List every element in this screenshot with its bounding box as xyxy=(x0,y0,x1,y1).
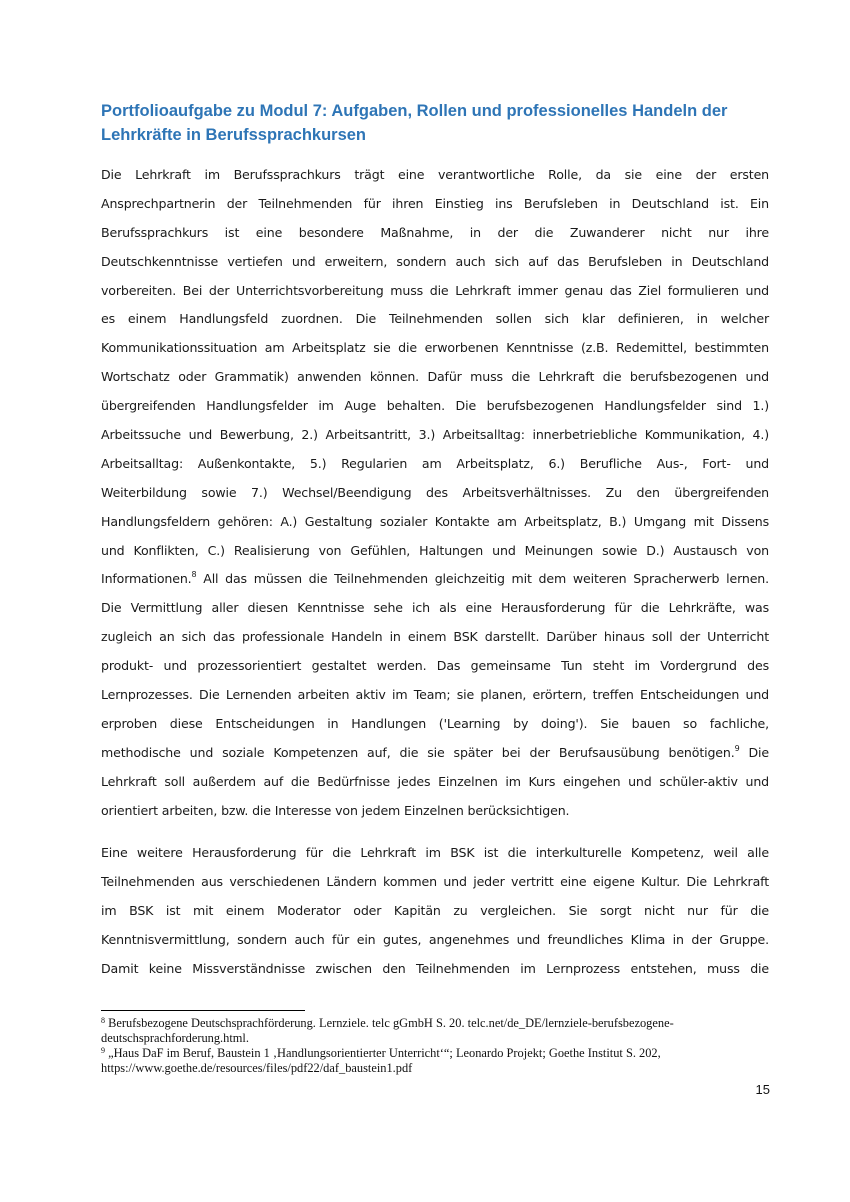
text-line: produkt- und prozessorientiert gestaltet werden. Das gemeinsame Tun steht im Vordergrund des xyxy=(101,658,769,674)
text-line: Eine weitere Herausforderung für die Lehrkraft im BSK ist die interkulturelle Kompetenz, weil alle xyxy=(101,845,769,860)
footnotes xyxy=(101,1016,771,1076)
text-line: zugleich an sich das professionale Handeln in einem BSK darstellt. Darüber hinaus soll der Unterricht xyxy=(101,629,769,645)
footnote-number: 8 xyxy=(101,1016,105,1025)
body-paragraph-1 xyxy=(101,161,769,825)
body-paragraph-2 xyxy=(101,839,769,983)
footnote-8 xyxy=(101,1016,771,1031)
text-line: Arbeitssuche und Bewerbung, 2.) Arbeitsantritt, 3.) Arbeitsalltag: innerbetriebliche Kommunikation, 4.) xyxy=(101,427,769,443)
text-line: Handlungsfeldern gehören: A.) Gestaltung sozialer Kontakte am Arbeitsplatz, B.) Umgang mit Dissens xyxy=(101,513,769,529)
text-segment: methodische und soziale Kompetenzen auf, die sie später bei der Berufsausübung benötigen. xyxy=(101,744,735,760)
text-line: Deutschkenntnisse vertiefen und erweitern, sondern auch sich auf das Berufsleben in Deutschland xyxy=(101,253,769,269)
footnote-9-link[interactable]: https://www.goethe.de/resources/files/pdf22/daf_baustein1.pdf xyxy=(101,1061,413,1075)
text-line: Berufssprachkurs ist eine besondere Maßnahme, in der die Zuwanderer nicht nur ihre xyxy=(101,224,769,240)
text-line: und Konflikten, C.) Realisierung von Gefühlen, Haltungen und Meinungen sowie D.) Austausch von xyxy=(101,542,769,558)
page-number: 15 xyxy=(755,1082,770,1097)
text-line: Die Lehrkraft im Berufssprachkurs trägt eine verantwortliche Rolle, da sie eine der ersten xyxy=(101,167,769,182)
text-line-with-footnote xyxy=(101,565,769,594)
text-line: Ansprechpartnerin der Teilnehmenden für ihren Einstieg ins Berufsleben in Deutschland ist. Ein xyxy=(101,195,769,211)
text-line: im BSK ist mit einem Moderator oder Kapitän zu vergleichen. Sie sorgt nicht nur für die xyxy=(101,902,769,918)
text-line: Damit keine Missverständnisse zwischen den Teilnehmenden im Lernprozess entstehen, muss die xyxy=(101,960,769,976)
text-line: orientiert arbeiten, bzw. die Interesse von jedem Einzelnen berücksichtigen. xyxy=(101,802,570,818)
text-line: Weiterbildung sowie 7.) Wechsel/Beendigung des Arbeitsverhältnisses. Zu den übergreifenden xyxy=(101,484,769,500)
text-segment: All das müssen die Teilnehmenden gleichzeitig mit dem weiteren Spracherwerb lernen. xyxy=(196,571,769,587)
text-line: Wortschatz oder Grammatik) anwenden können. Dafür muss die Lehrkraft die berufsbezogenen und xyxy=(101,369,769,385)
text-line: Teilnehmenden aus verschiedenen Ländern kommen und jeder vertritt eine eigene Kultur. Die Lehrkraft xyxy=(101,873,769,889)
footnote-text: „Haus DaF im Beruf, Baustein 1 ‚Handlungsorientierter Unterricht‘“; Leonardo Projekt; Goethe Institut S. 202, xyxy=(105,1046,661,1060)
heading-line-1: Portfolioaufgabe zu Modul 7: Aufgaben, Rollen und professionelles Handeln der xyxy=(101,102,728,120)
footnote-reference-8[interactable]: 8 xyxy=(191,570,197,580)
text-line: übergreifenden Handlungsfelder im Auge behalten. Die berufsbezogenen Handlungsfelder sind 1.) xyxy=(101,398,769,414)
text-segment: Informationen. xyxy=(101,571,192,587)
text-line: Arbeitsalltag: Außenkontakte, 5.) Regularien am Arbeitsplatz, 6.) Berufliche Aus-, Fort- und xyxy=(101,455,769,471)
text-line-with-footnote xyxy=(101,739,769,768)
footnote-separator xyxy=(101,1010,305,1011)
text-line: Die Vermittlung aller diesen Kenntnisse sehe ich als eine Herausforderung für die Lehrkräfte, was xyxy=(101,600,769,616)
text-line: erproben diese Entscheidungen in Handlungen ('Learning by doing'). Sie bauen so fachliche, xyxy=(101,715,769,731)
text-line: es einem Handlungsfeld zuordnen. Die Teilnehmenden sollen sich klar definieren, in welcher xyxy=(101,311,769,327)
text-line: Lernprozesses. Die Lernenden arbeiten aktiv im Team; sie planen, erörtern, treffen Entscheidungen und xyxy=(101,687,769,703)
footnote-9 xyxy=(101,1046,771,1061)
text-line: Kenntnisvermittlung, sondern auch für ein gutes, angenehmes und freundliches Klima in der Gruppe. xyxy=(101,931,769,947)
footnote-reference-9[interactable]: 9 xyxy=(734,743,740,753)
text-line: vorbereiten. Bei der Unterrichtsvorbereitung muss die Lehrkraft immer genau das Ziel formulieren und xyxy=(101,282,769,298)
text-line: Lehrkraft soll außerdem auf die Bedürfnisse jedes Einzelnen im Kurs eingehen und schüler-aktiv und xyxy=(101,773,769,789)
heading-line-2: Lehrkräfte in Berufssprachkursen xyxy=(101,126,367,144)
text-segment: Die xyxy=(739,744,769,760)
footnote-text: Berufsbezogene Deutschsprachförderung. Lernziele. telc gGmbH S. 20. telc.net/de_DE/lernziele-berufsbezogene- xyxy=(105,1016,674,1030)
section-heading xyxy=(101,99,771,147)
text-line: Kommunikationssituation am Arbeitsplatz sie die erworbenen Kenntnisse (z.B. Redemittel, bestimmten xyxy=(101,340,769,356)
footnote-8-link[interactable]: deutschsprachforderung.html. xyxy=(101,1031,249,1045)
footnote-number: 9 xyxy=(101,1046,105,1055)
